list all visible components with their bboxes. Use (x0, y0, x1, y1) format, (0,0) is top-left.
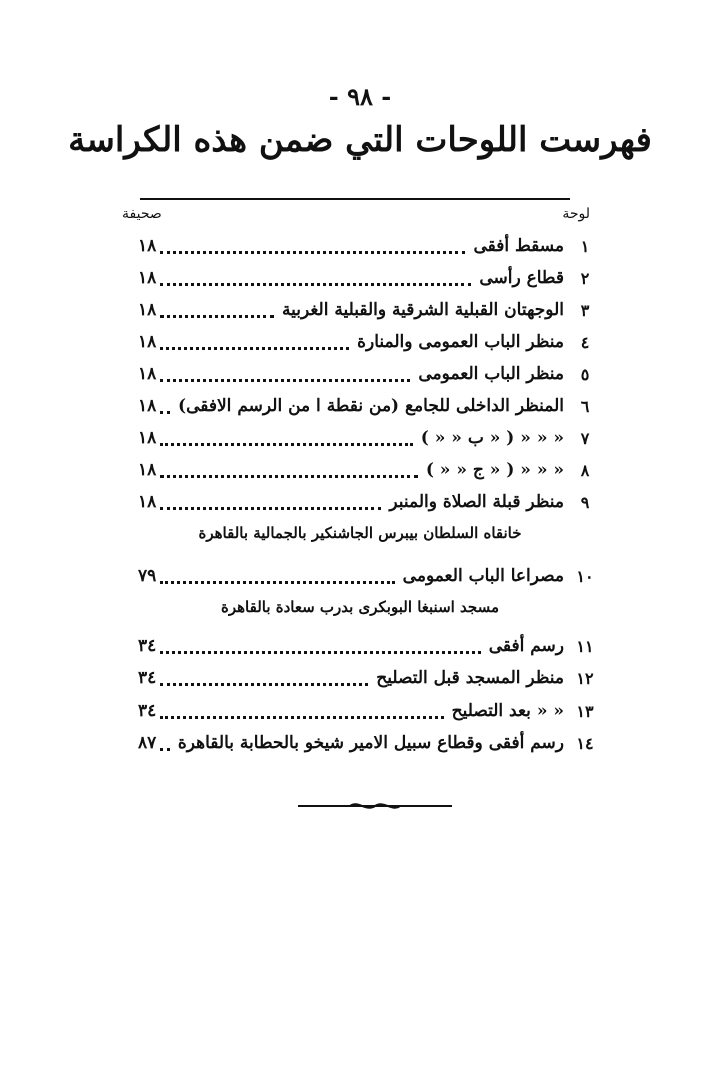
plate-title: رسم أفقى (488, 636, 564, 656)
plate-number: ١٣ (576, 701, 594, 721)
page-ref: ١٨ (138, 332, 157, 352)
dot-leader (160, 251, 465, 254)
page-ref: ٣٤ (138, 636, 157, 656)
dot-leader (160, 716, 443, 719)
page-ref: ٣٤ (138, 668, 157, 688)
dot-leader (160, 411, 170, 414)
column-header-page: صحيفة (122, 206, 162, 222)
list-item (138, 663, 600, 693)
plate-number: ١٤ (576, 733, 594, 753)
plate-number: ٥ (580, 364, 590, 384)
dot-leader (160, 475, 418, 478)
list-item (138, 561, 600, 591)
section-heading: خانقاه السلطان بيبرس الجاشنكير بالجمالية بالقاهرة (198, 524, 522, 542)
list-item (138, 423, 600, 453)
dot-leader (160, 683, 368, 686)
dot-leader (160, 748, 170, 751)
page-ref: ٧٩ (138, 566, 157, 586)
list-item (138, 391, 600, 421)
plate-number: ٩ (580, 492, 590, 512)
dot-leader (160, 379, 410, 382)
plate-number: ١١ (576, 636, 594, 656)
list-item (138, 327, 600, 357)
plate-number: ١٢ (576, 668, 594, 688)
page-ref: ١٨ (138, 268, 157, 288)
page-ref: ١٨ (138, 364, 157, 384)
plate-number: ٧ (580, 428, 590, 448)
plate-title: « « بعد التصليح (451, 701, 564, 721)
page-ref: ١٨ (138, 236, 157, 256)
list-item (138, 231, 600, 261)
list-item (138, 728, 600, 758)
plate-title: « « « ( « ج « « ) (425, 460, 564, 480)
dot-leader (160, 507, 381, 510)
plate-number: ٣ (580, 300, 590, 320)
dot-leader (160, 283, 471, 286)
list-item (138, 359, 600, 389)
dot-leader (160, 651, 480, 654)
page-ref: ٣٤ (138, 701, 157, 721)
list-item (138, 631, 600, 661)
page-ref: ١٨ (138, 428, 157, 448)
section-heading: مسجد اسنبغا البوبكرى بدرب سعادة بالقاهرة (220, 598, 499, 616)
plate-number: ١٠ (576, 566, 594, 586)
page-number: - ٩٨ - (328, 82, 392, 111)
dot-leader (160, 443, 413, 446)
plate-title: منظر قبلة الصلاة والمنبر (389, 492, 564, 512)
plate-number: ١ (580, 236, 590, 256)
ornament-divider (298, 800, 452, 812)
plate-title: رسم أفقى وقطاع سبيل الامير شيخو بالحطابة بالقاهرة (177, 733, 564, 753)
list-item (138, 455, 600, 485)
page-ref: ١٨ (138, 460, 157, 480)
page-ref: ٨٧ (138, 733, 157, 753)
list-item (138, 295, 600, 325)
dot-leader (160, 315, 274, 318)
plate-title: الوجهتان القبلية الشرقية والقبلية الغربية (282, 300, 564, 320)
list-item (138, 487, 600, 517)
column-header-plate: لوحة (562, 206, 590, 222)
page-ref: ١٨ (138, 396, 157, 416)
plate-title: منظر الباب العمومى (418, 364, 564, 384)
plate-title: المنظر الداخلى للجامع (من نقطة ا من الرسم الافقى) (178, 396, 564, 416)
list-item (138, 263, 600, 293)
plate-title: مسقط أفقى (473, 236, 564, 256)
plate-title: مصراعا الباب العمومى (402, 566, 564, 586)
dot-leader (160, 581, 394, 584)
plate-number: ٤ (580, 332, 590, 352)
plate-number: ٦ (580, 396, 590, 416)
page-ref: ١٨ (138, 300, 157, 320)
page-title: فهرست اللوحات التي ضمن هذه الكراسة (68, 120, 652, 160)
plate-title: « « « ( « ب « « ) (420, 428, 564, 448)
dot-leader (160, 347, 349, 350)
plate-title: منظر الباب العمومى والمنارة (357, 332, 564, 352)
header-rule (140, 198, 570, 200)
plate-title: قطاع رأسى (479, 268, 564, 288)
plate-number: ٢ (580, 268, 590, 288)
plate-number: ٨ (580, 460, 590, 480)
page-ref: ١٨ (138, 492, 157, 512)
list-item (138, 696, 600, 726)
plate-title: منظر المسجد قبل التصليح (376, 668, 564, 688)
